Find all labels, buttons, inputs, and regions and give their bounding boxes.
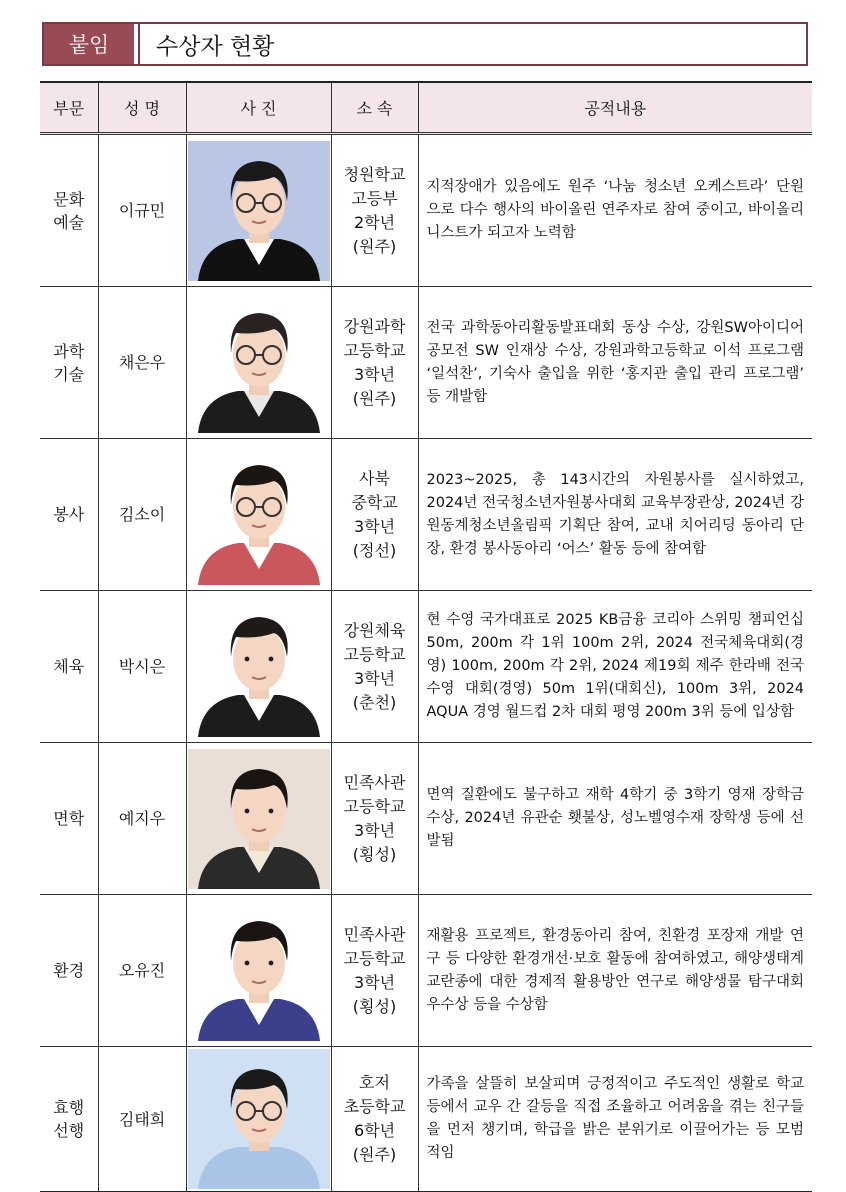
photo [188,1049,330,1189]
column-header: 사 진 [186,82,331,134]
school-cell: 강원과학 고등학교 3학년 (원주) [331,287,418,439]
portrait-photo [188,901,330,1041]
document-title: 수상자 현황 [138,24,806,64]
portrait-photo [188,445,330,585]
photo-cell [186,591,331,743]
column-header: 성 명 [98,82,186,134]
achievement-cell: 현 수영 국가대표로 2025 KB금융 코리아 스위밍 챔피언십 50m, 200m 각 1위 100m 2위, 2024 전국체육대회(경영) 100m, 200m 각 2위, 2024 제19회 제주 한라배 전국수영 대회(경영) 50m 1위(대회신), 100m 3위, 2024 AQUA 경영 월드컵 2차 대회 평영 200m 3위 등에 입상함 [418,591,812,743]
column-header: 부문 [40,82,98,134]
table-row [40,895,812,1047]
school-cell: 사북 중학교 3학년 (정선) [331,439,418,591]
document-header [42,22,808,66]
achievement-cell: 2023~2025, 총 143시간의 자원봉사를 실시하였고, 2024년 전국청소년자원봉사대회 교육부장관상, 2024년 강원동계청소년올림픽 기획단 참여, 교내 치어리딩 동아리 단장, 환경 봉사동아리 ‘어스’ 활동 등에 참여함 [418,439,812,591]
school-cell: 강원체육 고등학교 3학년 (춘천) [331,591,418,743]
photo [188,597,330,737]
photo-cell [186,287,331,439]
achievement-cell: 재활용 프로젝트, 환경동아리 참여, 친환경 포장재 개발 연구 등 다양한 환경개선·보호 활동에 참여하였고, 해양생태계교란종에 대한 경제적 활용방안 연구로 해양생물 탐구대회 우수상 등을 수상함 [418,895,812,1047]
photo [188,141,330,281]
category-cell: 효행 선행 [40,1047,98,1192]
name-cell: 예지우 [98,743,186,895]
name-cell: 김소이 [98,439,186,591]
name-cell: 채은우 [98,287,186,439]
school-cell: 청원학교 고등부 2학년 (원주) [331,134,418,287]
name-cell: 이규민 [98,134,186,287]
achievement-cell: 가족을 살뜰히 보살피며 긍정적이고 주도적인 생활로 학교 등에서 교우 간 갈등을 직접 조율하고 어려움을 겪는 친구들을 먼저 챙기며, 학급을 밝은 분위기로 이끌어가는 등 모범적임 [418,1047,812,1192]
photo-cell [186,439,331,591]
photo-cell [186,134,331,287]
category-cell: 체육 [40,591,98,743]
photo-cell [186,895,331,1047]
table-row [40,743,812,895]
awardee-table [40,81,812,1192]
table-header-row [40,82,812,134]
name-cell: 오유진 [98,895,186,1047]
school-cell: 호저 초등학교 6학년 (원주) [331,1047,418,1192]
category-cell: 봉사 [40,439,98,591]
column-header: 공적내용 [418,82,812,134]
photo [188,445,330,585]
portrait-photo [188,597,330,737]
portrait-photo [188,293,330,433]
portrait-photo [188,1049,330,1189]
photo [188,293,330,433]
photo-cell [186,743,331,895]
category-cell: 면학 [40,743,98,895]
category-cell: 문화 예술 [40,134,98,287]
attachment-tag: 붙임 [44,24,134,64]
portrait-photo [188,749,330,889]
school-cell: 민족사관 고등학교 3학년 (횡성) [331,895,418,1047]
achievement-cell: 지적장애가 있음에도 원주 ‘나눔 청소년 오케스트라’ 단원 으로 다수 행사의 바이올린 연주자로 참여 중이고, 바이올리니스트가 되고자 노력함 [418,134,812,287]
category-cell: 환경 [40,895,98,1047]
photo [188,901,330,1041]
category-cell: 과학 기술 [40,287,98,439]
name-cell: 박시은 [98,591,186,743]
table-row [40,134,812,287]
column-header: 소 속 [331,82,418,134]
table-row [40,591,812,743]
achievement-cell: 면역 질환에도 불구하고 재학 4학기 중 3학기 영재 장학금 수상, 2024년 유관순 횃불상, 성노벨영수재 장학생 등에 선발됨 [418,743,812,895]
portrait-photo [188,141,330,281]
table-row [40,287,812,439]
photo [188,749,330,889]
photo-cell [186,1047,331,1192]
name-cell: 김태희 [98,1047,186,1192]
table-row [40,439,812,591]
table-row [40,1047,812,1192]
school-cell: 민족사관 고등학교 3학년 (횡성) [331,743,418,895]
achievement-cell: 전국 과학동아리활동발표대회 동상 수상, 강원SW아이디어 공모전 SW 인재상 수상, 강원과학고등학교 이석 프로그램 ‘일석찬’, 기숙사 출입을 위한 ‘홍지관 출입 관리 프로그램’ 등 개발함 [418,287,812,439]
